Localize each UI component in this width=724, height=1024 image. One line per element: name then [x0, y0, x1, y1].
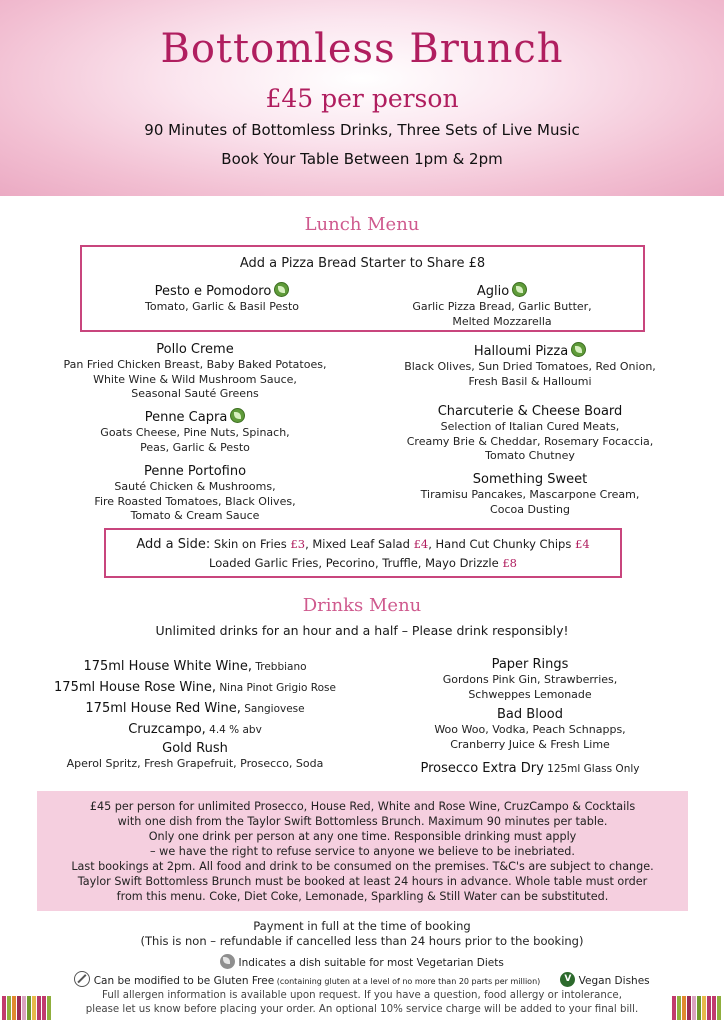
- terms-line: £45 per person for unlimited Prosecco, House Red, White and Rose Wine, CruzCampo & Cocktails: [89, 800, 636, 813]
- sides-label: Add a Side:: [136, 537, 211, 552]
- page-title: Bottomless Brunch: [160, 26, 564, 72]
- drink-name: Bad Blood: [497, 707, 563, 722]
- allergen-note-1: Full allergen information is available upon request. If you have a question, food allergy or intolerance,: [102, 990, 622, 1001]
- dish-name: Penne Capra: [144, 410, 228, 425]
- diet-key-row: [0, 971, 724, 987]
- stripe: [692, 996, 696, 1020]
- sides-line-2: [106, 556, 620, 570]
- side-item: Skin on Fries: [210, 537, 291, 551]
- header-banner: [0, 0, 724, 196]
- stripe: [707, 996, 711, 1020]
- dish-name: Pesto e Pomodoro: [154, 284, 272, 299]
- dish-desc: Selection of Italian Cured Meats,: [440, 420, 620, 433]
- dish-desc: Tomato & Cream Sauce: [130, 509, 260, 522]
- dish-desc: White Wine & Wild Mushroom Sauce,: [93, 372, 297, 386]
- dish-desc: Black Olives, Sun Dried Tomatoes, Red Onion,: [404, 360, 656, 373]
- sides-line-1: [106, 537, 620, 552]
- vegetarian-key-text: Indicates a dish suitable for most Vegetarian Diets: [238, 957, 504, 969]
- refund-note: (This is non – refundable if cancelled less than 24 hours prior to the booking): [140, 934, 584, 948]
- stripe: [717, 996, 721, 1020]
- side-price: £8: [502, 556, 517, 570]
- dish-desc: Fire Roasted Tomatoes, Black Olives,: [94, 494, 296, 508]
- price-per-person: £45 per person: [265, 84, 459, 113]
- dish-pollo-creme: [50, 341, 340, 402]
- drink-desc: Woo Woo, Vodka, Peach Schnapps,: [434, 723, 626, 736]
- stripe: [42, 996, 46, 1020]
- dish-name: Penne Portofino: [143, 464, 247, 479]
- stripe: [687, 996, 691, 1020]
- drink-detail: Nina Pinot Grigio Rose: [215, 682, 336, 694]
- stripe: [702, 996, 706, 1020]
- drink-bad-blood: [380, 706, 680, 752]
- side-item: , Hand Cut Chunky Chips: [428, 537, 576, 551]
- dish-desc: Pan Fried Chicken Breast, Baby Baked Potatoes,: [63, 358, 327, 371]
- dish-desc: Cocoa Dusting: [490, 502, 570, 516]
- vegetarian-icon: [230, 408, 245, 423]
- stripe: [17, 996, 21, 1020]
- vegetarian-icon: [571, 342, 586, 357]
- drink-gold-rush: [30, 740, 360, 772]
- drink-detail: Sangiovese: [240, 703, 305, 715]
- dish-halloumi-pizza: [380, 342, 680, 389]
- stripe: [7, 996, 11, 1020]
- dish-name: Halloumi Pizza: [473, 344, 569, 359]
- dish-desc: Peas, Garlic & Pesto: [140, 440, 250, 454]
- drink-name: Cruzcampo,: [128, 722, 206, 737]
- pizza-starter-heading: Add a Pizza Bread Starter to Share £8: [239, 256, 486, 271]
- dish-something-sweet: [380, 471, 680, 517]
- gluten-free-icon: [74, 971, 90, 987]
- terms-box: [37, 791, 688, 911]
- side-price: £3: [290, 537, 306, 551]
- vegan-key-text: Vegan Dishes: [578, 975, 650, 987]
- terms-line: with one dish from the Taylor Swift Bottomless Brunch. Maximum 90 minutes per table.: [117, 815, 608, 828]
- lunch-menu-title: Lunch Menu: [304, 214, 420, 235]
- stripe: [672, 996, 676, 1020]
- dish-desc: Seasonal Sauté Greens: [131, 387, 259, 400]
- stripe: [47, 996, 51, 1020]
- stripe: [712, 996, 716, 1020]
- side-item: , Mixed Leaf Salad: [305, 537, 414, 551]
- drink-name: Paper Rings: [491, 657, 569, 672]
- drink-desc: Cranberry Juice & Fresh Lime: [450, 737, 610, 751]
- drink-desc: Gordons Pink Gin, Strawberries,: [442, 673, 618, 686]
- dish-desc: Goats Cheese, Pine Nuts, Spinach,: [100, 426, 290, 439]
- dish-aglio: [387, 282, 617, 329]
- dish-penne-capra: [50, 408, 340, 455]
- dish-desc: Tiramisu Pancakes, Mascarpone Cream,: [420, 488, 640, 501]
- drink-desc: Aperol Spritz, Fresh Grapefruit, Prosecco, Soda: [66, 757, 324, 770]
- stripe: [27, 996, 31, 1020]
- pizza-starter-box: [80, 245, 645, 332]
- drink-detail: 4.4 % abv: [205, 724, 262, 736]
- dish-name: Charcuterie & Cheese Board: [437, 404, 623, 419]
- dish-desc: Sauté Chicken & Mushrooms,: [114, 480, 276, 493]
- drink-house-rose: [30, 676, 360, 696]
- stripe: [697, 996, 701, 1020]
- vegetarian-icon: [274, 282, 289, 297]
- decorative-stripes-right: [672, 996, 722, 1020]
- drink-name: 175ml House White Wine,: [83, 659, 253, 674]
- dish-desc: Garlic Pizza Bread, Garlic Butter,: [412, 300, 592, 313]
- dish-name: Aglio: [476, 284, 510, 299]
- drink-cruzcampo: [30, 718, 360, 738]
- vegetarian-icon: [512, 282, 527, 297]
- stripe: [682, 996, 686, 1020]
- gluten-free-key-small: (containing gluten at a level of no more than 20 parts per million): [274, 977, 541, 986]
- drink-house-white: [30, 655, 360, 675]
- side-price: £4: [413, 537, 429, 551]
- vegetarian-key-icon: [220, 954, 235, 969]
- sides-box: [104, 528, 622, 578]
- vegan-icon: [560, 972, 575, 987]
- gluten-free-key-text: Can be modified to be Gluten Free: [93, 975, 275, 987]
- stripe: [677, 996, 681, 1020]
- dish-desc: Melted Mozzarella: [452, 314, 552, 328]
- drinks-subtitle: Unlimited drinks for an hour and a half – Please drink responsibly!: [155, 623, 569, 638]
- dish-penne-portofino: [50, 463, 340, 524]
- drink-desc: Schweppes Lemonade: [468, 687, 592, 701]
- drink-name: 175ml House Rose Wine,: [54, 680, 216, 695]
- stripe: [32, 996, 36, 1020]
- dish-desc: Tomato, Garlic & Basil Pesto: [145, 300, 299, 313]
- header-tagline: 90 Minutes of Bottomless Drinks, Three Sets of Live Music: [144, 121, 580, 139]
- drink-detail: 125ml Glass Only: [543, 763, 640, 775]
- vegetarian-key: [0, 954, 724, 969]
- dish-charcuterie-board: [380, 403, 680, 464]
- terms-line: from this menu. Coke, Diet Coke, Lemonade, Sparkling & Still Water can be substituted.: [116, 890, 609, 903]
- dish-desc: Tomato Chutney: [485, 449, 575, 462]
- terms-line: Only one drink per person at any one time. Responsible drinking must apply: [148, 830, 577, 843]
- drink-name: 175ml House Red Wine,: [85, 701, 241, 716]
- drinks-menu-title: Drinks Menu: [302, 595, 422, 616]
- terms-line: Last bookings at 2pm. All food and drink to be consumed on the premises. T&C's are subject to change.: [71, 860, 654, 873]
- drink-house-red: [30, 697, 360, 717]
- dish-name: Pollo Creme: [156, 342, 234, 357]
- payment-note: Payment in full at the time of booking: [253, 919, 471, 933]
- dish-pesto-e-pomodoro: [112, 282, 332, 315]
- drink-detail: Trebbiano: [252, 661, 307, 673]
- drink-name: Prosecco Extra Dry: [420, 761, 544, 776]
- allergen-note-2: please let us know before placing your order. An optional 10% service charge will be added to your final bill.: [85, 1004, 639, 1015]
- dish-desc: Creamy Brie & Cheddar, Rosemary Focaccia,: [406, 434, 654, 448]
- dish-name: Something Sweet: [472, 472, 588, 487]
- stripe: [2, 996, 6, 1020]
- terms-line: – we have the right to refuse service to anyone we believe to be inebriated.: [150, 845, 575, 858]
- drink-prosecco: [380, 757, 680, 777]
- stripe: [22, 996, 26, 1020]
- drink-name: Gold Rush: [162, 741, 228, 756]
- header-booking-time: Book Your Table Between 1pm & 2pm: [221, 150, 503, 168]
- decorative-stripes-left: [2, 996, 52, 1020]
- stripe: [12, 996, 16, 1020]
- stripe: [37, 996, 41, 1020]
- side-price: £4: [575, 537, 590, 551]
- dish-desc: Fresh Basil & Halloumi: [468, 374, 592, 388]
- drink-paper-rings: [380, 656, 680, 702]
- side-item: Loaded Garlic Fries, Pecorino, Truffle, Mayo Drizzle: [208, 556, 503, 570]
- terms-line: Taylor Swift Bottomless Brunch must be booked at least 24 hours in advance. Whole table must order: [77, 875, 648, 888]
